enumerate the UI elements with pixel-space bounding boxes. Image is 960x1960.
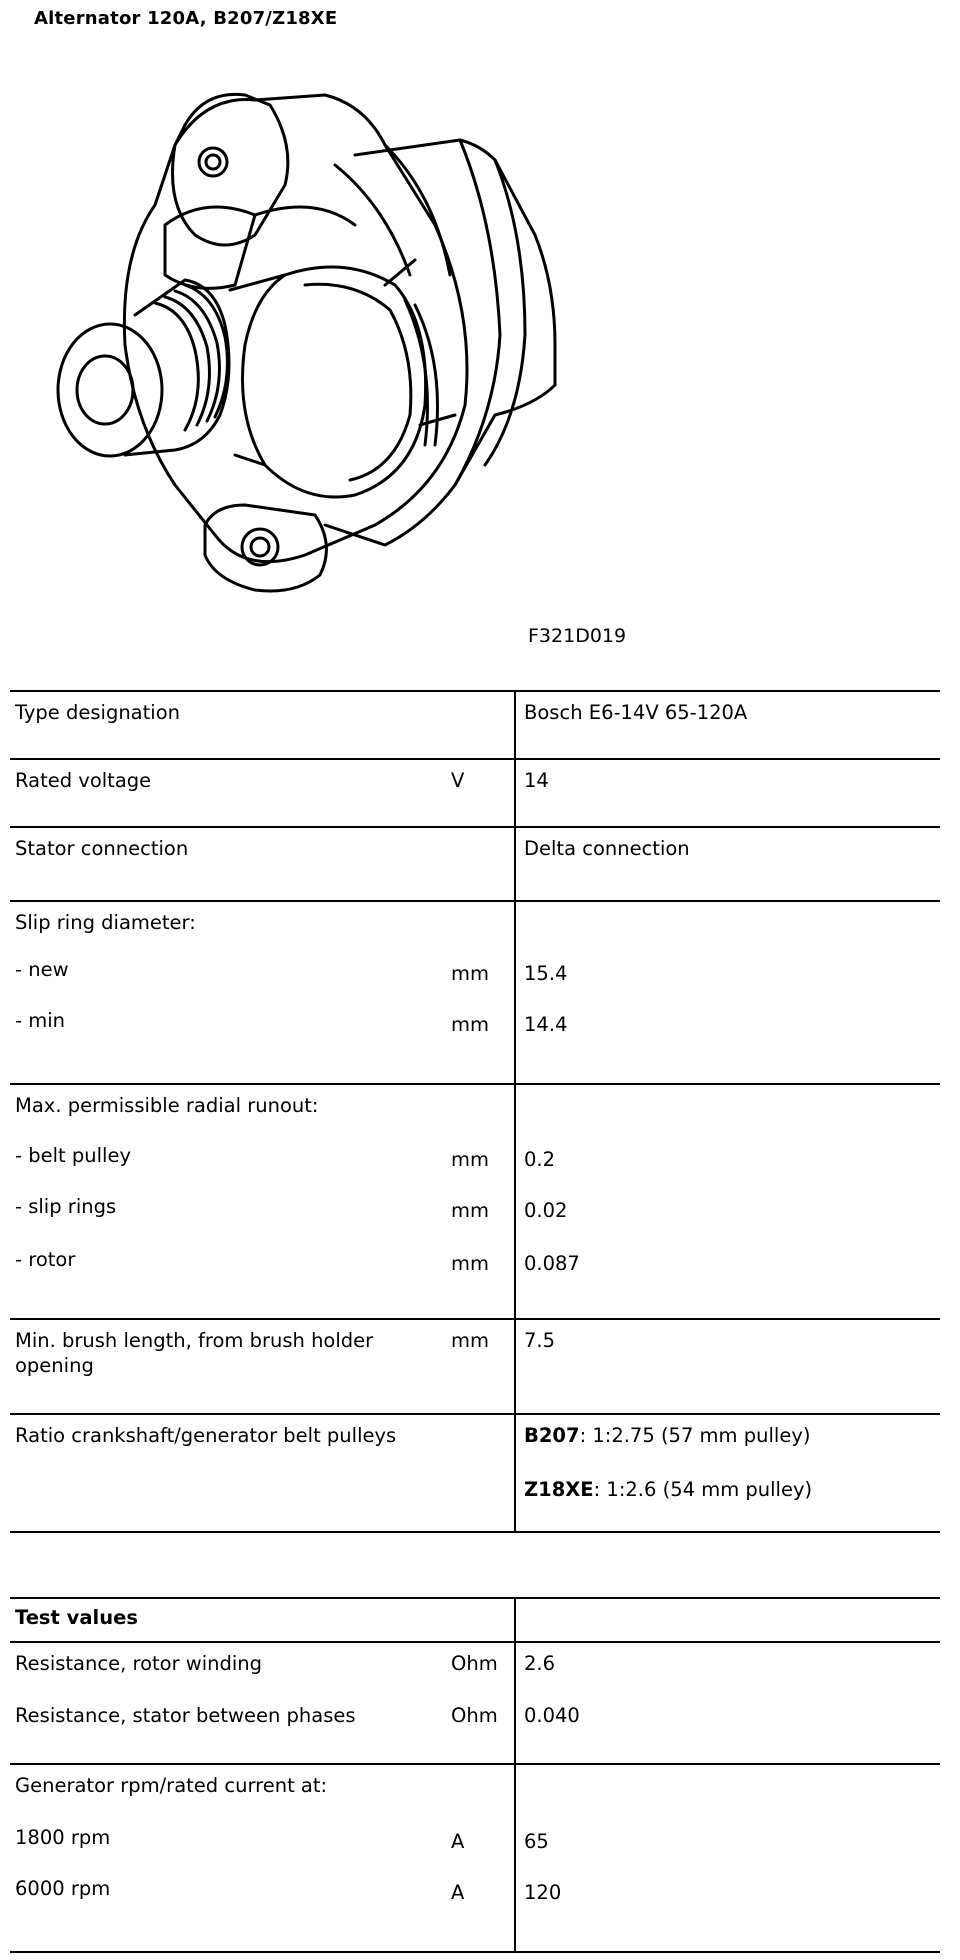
table-row	[10, 1006, 940, 1084]
row-unit: A	[450, 1874, 515, 1952]
table-row	[10, 1192, 940, 1247]
row-label: - rotor	[10, 1247, 450, 1319]
row-value	[515, 1598, 940, 1642]
row-label: Rated voltage	[10, 759, 450, 827]
row-value: 65	[515, 1819, 940, 1874]
table-row	[10, 1819, 940, 1874]
table-row	[10, 951, 940, 1006]
test-values-heading: Test values	[10, 1598, 450, 1642]
table-row	[10, 1414, 940, 1532]
table-row	[10, 1598, 940, 1642]
row-unit	[450, 1084, 515, 1137]
row-label: Resistance, stator between phases	[10, 1697, 450, 1764]
row-value: 0.02	[515, 1192, 940, 1247]
row-unit: mm	[450, 1319, 515, 1414]
row-value: 7.5	[515, 1319, 940, 1414]
row-unit: mm	[450, 1006, 515, 1084]
row-unit: mm	[451, 962, 489, 985]
row-label: Ratio crankshaft/generator belt pulleys	[10, 1414, 450, 1532]
ratio-values	[515, 1414, 940, 1532]
figure-code: F321D019	[528, 625, 627, 647]
row-label: 1800 rpm	[15, 1826, 111, 1849]
table-row	[10, 1697, 940, 1764]
ratio-z18xe	[524, 1477, 940, 1502]
table-row	[10, 1642, 940, 1697]
row-value: Delta connection	[515, 827, 940, 901]
row-unit: V	[450, 759, 515, 827]
engine-code: B207	[524, 1424, 580, 1447]
row-value: 2.6	[515, 1642, 940, 1697]
row-value: 14.4	[515, 1006, 940, 1084]
row-value: 0.087	[515, 1247, 940, 1319]
row-label: Generator rpm/rated current at:	[15, 1774, 328, 1797]
row-value: 15.4	[515, 951, 940, 1006]
ratio-text: : 1:2.75 (57 mm pulley)	[579, 1424, 811, 1447]
row-value: 0.040	[515, 1697, 940, 1764]
table-row	[10, 1247, 940, 1319]
test-values-table	[10, 1597, 940, 1953]
table-row	[10, 901, 940, 951]
row-unit	[450, 1598, 515, 1642]
ratio-b207	[524, 1423, 940, 1448]
row-unit	[450, 1764, 515, 1819]
spec-table	[10, 690, 940, 1533]
table-row	[10, 1874, 940, 1952]
row-label: Max. permissible radial runout:	[15, 1094, 319, 1117]
table-row	[10, 1319, 940, 1414]
row-unit	[450, 691, 515, 759]
row-unit: Ohm	[450, 1697, 515, 1764]
table-row	[10, 1137, 940, 1192]
row-label: Min. brush length, from brush holder opening	[10, 1319, 450, 1414]
row-value	[515, 1084, 940, 1137]
row-label: Type designation	[10, 691, 450, 759]
ratio-text: : 1:2.6 (54 mm pulley)	[593, 1478, 813, 1502]
table-row	[10, 759, 940, 827]
row-value: Bosch E6-14V 65-120A	[515, 691, 940, 759]
row-label: 6000 rpm	[10, 1874, 450, 1952]
page-title: Alternator 120A, B207/Z18XE	[34, 8, 338, 29]
row-label: - new	[15, 958, 69, 981]
row-unit	[450, 901, 515, 951]
engine-code: Z18XE	[524, 1478, 594, 1502]
row-unit	[450, 1414, 515, 1532]
row-value	[515, 901, 940, 951]
table-row	[10, 1084, 940, 1137]
row-unit: mm	[451, 1148, 489, 1171]
table-row	[10, 1764, 940, 1819]
row-value: 120	[515, 1874, 940, 1952]
row-label: - min	[10, 1006, 450, 1084]
row-unit: mm	[450, 1247, 515, 1319]
row-label: Stator connection	[10, 827, 450, 901]
alternator-illustration	[55, 85, 575, 615]
row-unit: Ohm	[451, 1652, 498, 1675]
row-label: Slip ring diameter:	[15, 911, 196, 934]
row-unit: A	[451, 1830, 465, 1853]
table-row	[10, 691, 940, 759]
row-value: 14	[515, 759, 940, 827]
row-label: - belt pulley	[15, 1144, 131, 1167]
row-label: Resistance, rotor winding	[15, 1652, 263, 1675]
row-label: - slip rings	[15, 1195, 117, 1218]
row-unit	[450, 827, 515, 901]
row-value	[515, 1764, 940, 1819]
row-unit: mm	[451, 1199, 489, 1222]
row-value: 0.2	[515, 1137, 940, 1192]
table-row	[10, 827, 940, 901]
